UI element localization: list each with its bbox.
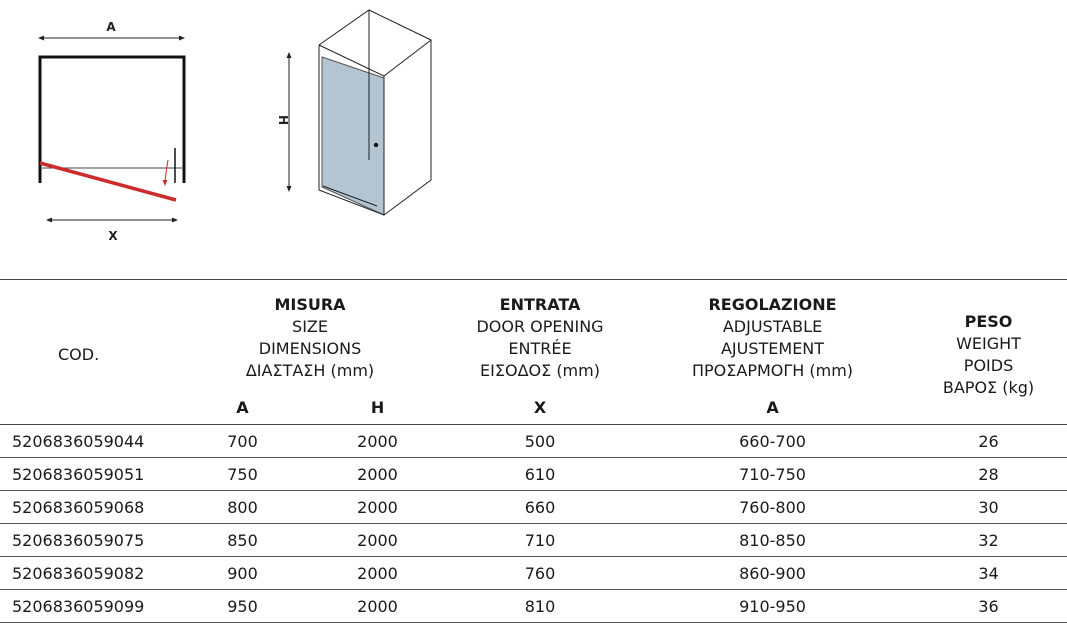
size-a-subheader: A xyxy=(236,397,249,417)
size-header-title: MISURA xyxy=(274,295,346,314)
adjust-cell: 810-850 xyxy=(739,530,806,550)
opening-cell: 710 xyxy=(524,530,556,550)
weight-cell: 26 xyxy=(978,431,999,451)
opening-header-title: ENTRATA xyxy=(499,295,581,314)
table-row xyxy=(0,524,1067,557)
code-cell: 5206836059075 xyxy=(12,530,145,550)
arrowhead-icon xyxy=(46,218,52,223)
weight-header-line: POIDS xyxy=(963,356,1014,375)
specifications-table xyxy=(0,279,1067,623)
adjust-cell: 860-900 xyxy=(739,563,806,583)
opening-header-line: DOOR OPENING xyxy=(476,317,604,336)
adjust-header-title: REGOLAZIONE xyxy=(708,295,837,314)
opening-header-line: ΕΙΣΟΔΟΣ (mm) xyxy=(480,361,600,380)
adjust-cell: 710-750 xyxy=(739,464,806,484)
opening-cell: 810 xyxy=(524,596,556,616)
size-h-cell: 2000 xyxy=(357,431,398,451)
size-column-header xyxy=(175,280,445,391)
opening-cell: 760 xyxy=(524,563,556,583)
adjust-column-header xyxy=(635,280,910,391)
code-cell: 5206836059044 xyxy=(12,431,145,451)
table-row xyxy=(0,557,1067,590)
weight-header-title: PESO xyxy=(964,312,1013,331)
adjust-cell: 910-950 xyxy=(739,596,806,616)
opening-cell: 660 xyxy=(524,497,556,517)
code-column-header: COD. xyxy=(58,345,100,364)
header-group-row xyxy=(0,280,1067,391)
weight-cell: 34 xyxy=(978,563,999,583)
code-cell: 5206836059051 xyxy=(12,464,145,484)
size-header-line: DIMENSIONS xyxy=(258,339,362,358)
door-swing-arc xyxy=(165,160,168,182)
weight-cell: 36 xyxy=(978,596,999,616)
size-h-cell: 2000 xyxy=(357,530,398,550)
size-a-cell: 700 xyxy=(227,431,258,451)
door-handle-icon xyxy=(374,143,378,147)
opening-x-subheader: X xyxy=(533,397,547,417)
opening-cell: 500 xyxy=(524,431,556,451)
table-row xyxy=(0,590,1067,623)
size-h-cell: 2000 xyxy=(357,563,398,583)
enclosure-walls xyxy=(40,57,184,183)
size-a-cell: 950 xyxy=(227,596,258,616)
adjust-header-line: ADJUSTABLE xyxy=(722,317,823,336)
table-row xyxy=(0,491,1067,524)
opening-cell: 610 xyxy=(524,464,556,484)
arrowhead-icon xyxy=(179,36,185,41)
door-panel xyxy=(40,163,176,200)
code-cell: 5206836059068 xyxy=(12,497,145,517)
weight-header-line: ΒΑΡΟΣ (kg) xyxy=(942,378,1035,397)
arrowhead-icon xyxy=(287,52,292,58)
weight-cell: 32 xyxy=(978,530,999,550)
size-h-cell: 2000 xyxy=(357,596,398,616)
opening-dimension-label: X xyxy=(108,229,118,243)
swing-arrow-icon xyxy=(163,180,168,186)
weight-cell: 30 xyxy=(978,497,999,517)
code-cell: 5206836059099 xyxy=(12,596,145,616)
size-h-cell: 2000 xyxy=(357,464,398,484)
arrowhead-icon xyxy=(172,218,178,223)
table-row xyxy=(0,425,1067,458)
weight-header-line: WEIGHT xyxy=(956,334,1021,353)
height-dimension-label: H xyxy=(276,114,290,126)
weight-cell: 28 xyxy=(978,464,999,484)
adjust-cell: 760-800 xyxy=(739,497,806,517)
arrowhead-icon xyxy=(38,36,44,41)
adjust-cell: 660-700 xyxy=(739,431,806,451)
opening-header-line: ENTRÉE xyxy=(508,339,572,358)
size-a-cell: 800 xyxy=(227,497,258,517)
size-header-line: SIZE xyxy=(292,317,328,336)
size-a-cell: 850 xyxy=(227,530,258,550)
plan-view-drawing xyxy=(38,20,185,243)
opening-column-header xyxy=(445,280,635,391)
arrowhead-icon xyxy=(287,186,292,192)
adjust-a-subheader: A xyxy=(766,397,779,417)
weight-column-header xyxy=(910,280,1067,425)
code-cell: 5206836059082 xyxy=(12,563,145,583)
size-h-cell: 2000 xyxy=(357,497,398,517)
size-header-line: ΔΙΑΣΤΑΣΗ (mm) xyxy=(245,361,375,380)
width-dimension-label: A xyxy=(106,20,116,34)
size-a-cell: 900 xyxy=(227,563,258,583)
product-diagram xyxy=(0,0,460,270)
adjust-header-line: AJUSTEMENT xyxy=(720,339,825,358)
size-a-cell: 750 xyxy=(227,464,258,484)
perspective-view-drawing xyxy=(276,10,431,215)
glass-door xyxy=(322,57,384,215)
adjust-header-line: ΠΡΟΣΑΡΜΟΓΗ (mm) xyxy=(691,361,854,380)
size-h-subheader: H xyxy=(370,397,385,417)
table-row xyxy=(0,458,1067,491)
